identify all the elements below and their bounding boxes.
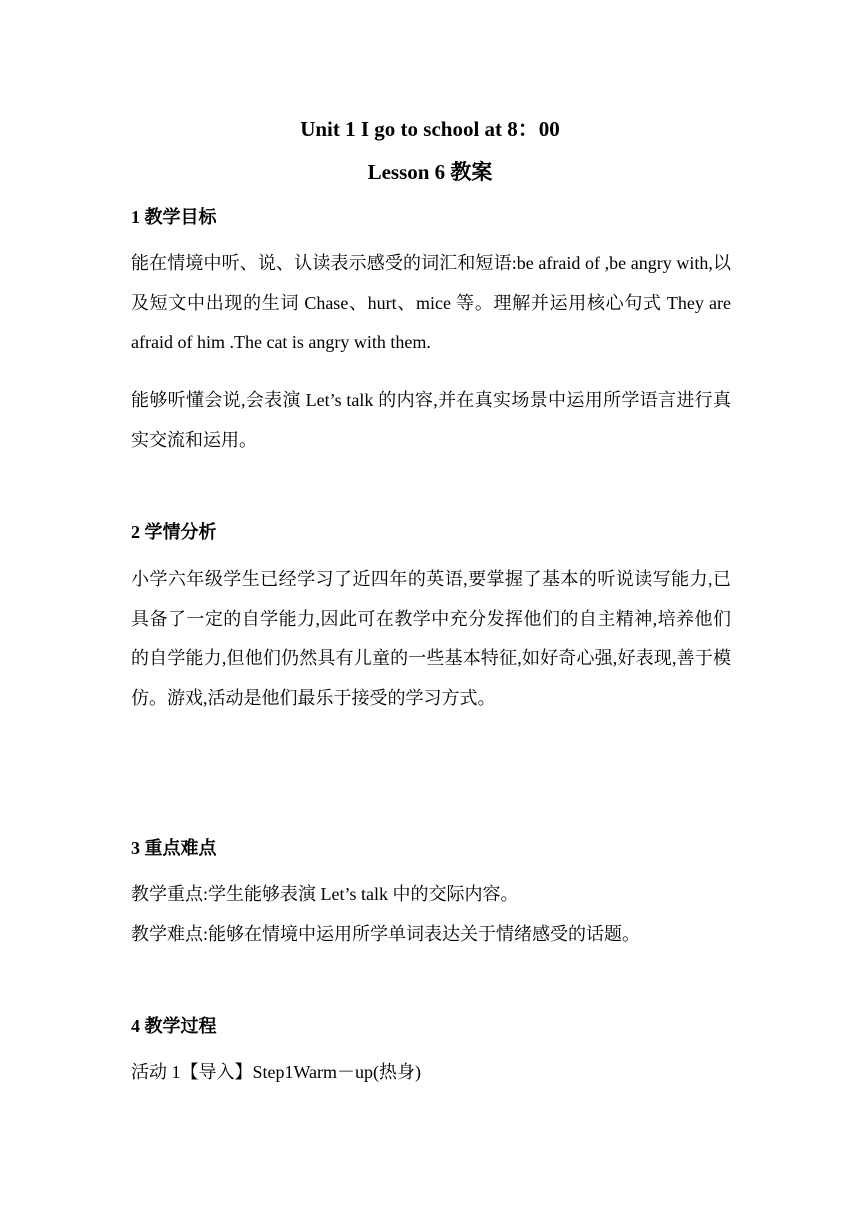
section-heading-objectives: 1 教学目标 xyxy=(131,207,217,227)
section-heading-process: 4 教学过程 xyxy=(131,1016,217,1036)
objectives-paragraph-2: 能够听懂会说,会表演 Let’s talk 的内容,并在真实场景中运用所学语言进行真实交流和运用。 xyxy=(131,390,731,450)
activity-1-paragraph: 活动 1【导入】Step1Warm－up(热身) xyxy=(131,1062,422,1082)
document-subtitle: Lesson 6 教案 xyxy=(367,160,493,184)
section-heading-analysis: 2 学情分析 xyxy=(131,522,217,542)
section-heading-key-points: 3 重点难点 xyxy=(131,838,217,858)
document-title: Unit 1 I go to school at 8：00 xyxy=(300,117,560,141)
difficult-point-paragraph: 教学难点:能够在情境中运用所学单词表达关于情绪感受的话题。 xyxy=(131,924,640,944)
objectives-paragraph-1: 能在情境中听、说、认读表示感受的词汇和短语:be afraid of ,be angry with,以及短文中出现的生词 Chase、hurt、mice 等。理解并运用核心句式 They are afraid of him .The cat is angry with them. xyxy=(131,253,731,352)
analysis-paragraph: 小学六年级学生已经学习了近四年的英语,要掌握了基本的听说读写能力,已具备了一定的自学能力,因此可在教学中充分发挥他们的自主精神,培养他们的自学能力,但他们仍然具有儿童的一些基本特征,如好奇心强,好表现,善于模仿。游戏,活动是他们最乐于接受的学习方式。 xyxy=(131,569,731,708)
key-point-paragraph: 教学重点:学生能够表演 Let’s talk 中的交际内容。 xyxy=(131,884,519,904)
